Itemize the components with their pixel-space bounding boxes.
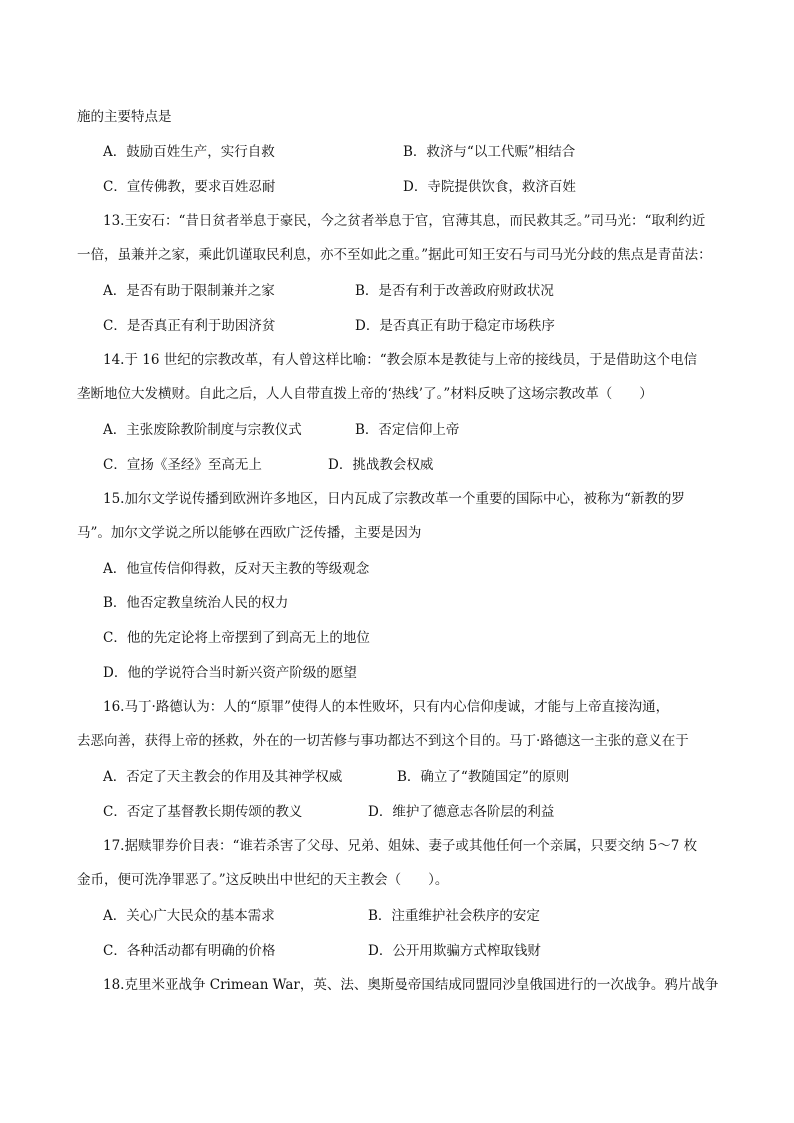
question-16-option-b: B．确立了“教随国定”的原则 (397, 769, 570, 785)
question-13-option-d: D．是否真正有助于稳定市场秩序 (355, 318, 555, 334)
question-16-stem-cont: 去恶向善，获得上帝的拯救，外在的一切苦修与事功都达不到这个目的。马丁·路德这一主张的意义在于 (77, 733, 689, 749)
question-16-option-a: A．否定了天主教会的作用及其神学权威 (103, 769, 343, 785)
question-14-option-c: C．宣扬《圣经》至高无上 (103, 457, 262, 473)
question-12-option-a: A．鼓励百姓生产，实行自救 (103, 144, 275, 160)
question-12-option-b: B．救济与“以工代赈”相结合 (403, 144, 576, 160)
question-17-option-c: C．各种活动都有明确的价格 (103, 943, 276, 959)
question-13-option-a: A．是否有助于限制兼并之家 (103, 283, 275, 299)
question-13-option-c: C．是否真正有利于助困济贫 (103, 318, 276, 334)
question-14-option-b: B．否定信仰上帝 (355, 422, 460, 438)
question-14-stem-cont: 垄断地位大发横财。自此之后，人人自带直拨上帝的‘热线’了。”材料反映了这场宗教改革（ ） (77, 386, 653, 402)
question-15-stem-cont: 马”。加尔文学说之所以能够在西欧广泛传播，主要是因为 (77, 525, 422, 541)
question-17-stem-cont: 金币，便可洗净罪恶了。”这反映出中世纪的天主教会（ ）。 (77, 872, 449, 888)
question-16-option-c: C．否定了基督教长期传颂的教义 (103, 804, 303, 820)
question-14-option-d: D．挑战教会权威 (328, 457, 434, 473)
question-15-option-d: D．他的学说符合当时新兴资产阶级的愿望 (103, 665, 357, 681)
question-16-stem: 16.马丁·路德认为：人的“原罪”使得人的本性败坏，只有内心信仰虔诚，才能与上帝直接沟通， (103, 699, 670, 715)
question-13-stem-cont: 一倍，虽兼并之家，乘此饥谨取民利息，亦不至如此之重。”据此可知王安石与司马光分歧的焦点是青苗法： (77, 247, 712, 263)
question-17-stem: 17.据赎罪券价目表：“谁若杀害了父母、兄弟、姐妹、妻子或其他任何一个亲属，只要交纳 5～7 枚 (103, 838, 698, 854)
question-12-stem-end: 施的主要特点是 (77, 109, 172, 125)
question-15-option-c: C．他的先定论将上帝摆到了到高无上的地位 (103, 630, 370, 646)
question-12-option-c: C．宣传佛教，要求百姓忍耐 (103, 179, 276, 195)
question-14-option-a: A．主张废除教阶制度与宗教仪式 (103, 422, 302, 438)
question-16-option-d: D．维护了德意志各阶层的利益 (368, 804, 555, 820)
question-14-stem: 14.于 16 世纪的宗教改革，有人曾这样比喻：“教会原本是教徒与上帝的接线员，于是借助这个电信 (103, 352, 698, 368)
question-17-option-a: A．关心广大民众的基本需求 (103, 908, 275, 924)
question-15-option-b: B．他否定教皇统治人民的权力 (103, 595, 289, 611)
question-17-option-d: D．公开用欺骗方式榨取钱财 (368, 943, 541, 959)
question-18-stem: 18.克里米亚战争 Crimean War，英、法、奥斯曼帝国结成同盟同沙皇俄国进行的一次战争。鸦片战争 (103, 977, 719, 993)
question-13-stem: 13.王安石：“昔日贫者举息于豪民，今之贫者举息于官，官薄其息，而民救其乏。”司马光：“取利约近 (103, 213, 706, 229)
question-15-option-a: A．他宣传信仰得救，反对天主教的等级观念 (103, 561, 370, 577)
question-15-stem: 15.加尔文学说传播到欧洲许多地区，日内瓦成了宗教改革一个重要的国际中心，被称为“新教的罗 (103, 491, 685, 507)
question-13-option-b: B．是否有利于改善政府财政状况 (355, 283, 554, 299)
question-12-option-d: D．寺院提供饮食，救济百姓 (403, 179, 576, 195)
question-17-option-b: B．注重维护社会秩序的安定 (368, 908, 540, 924)
